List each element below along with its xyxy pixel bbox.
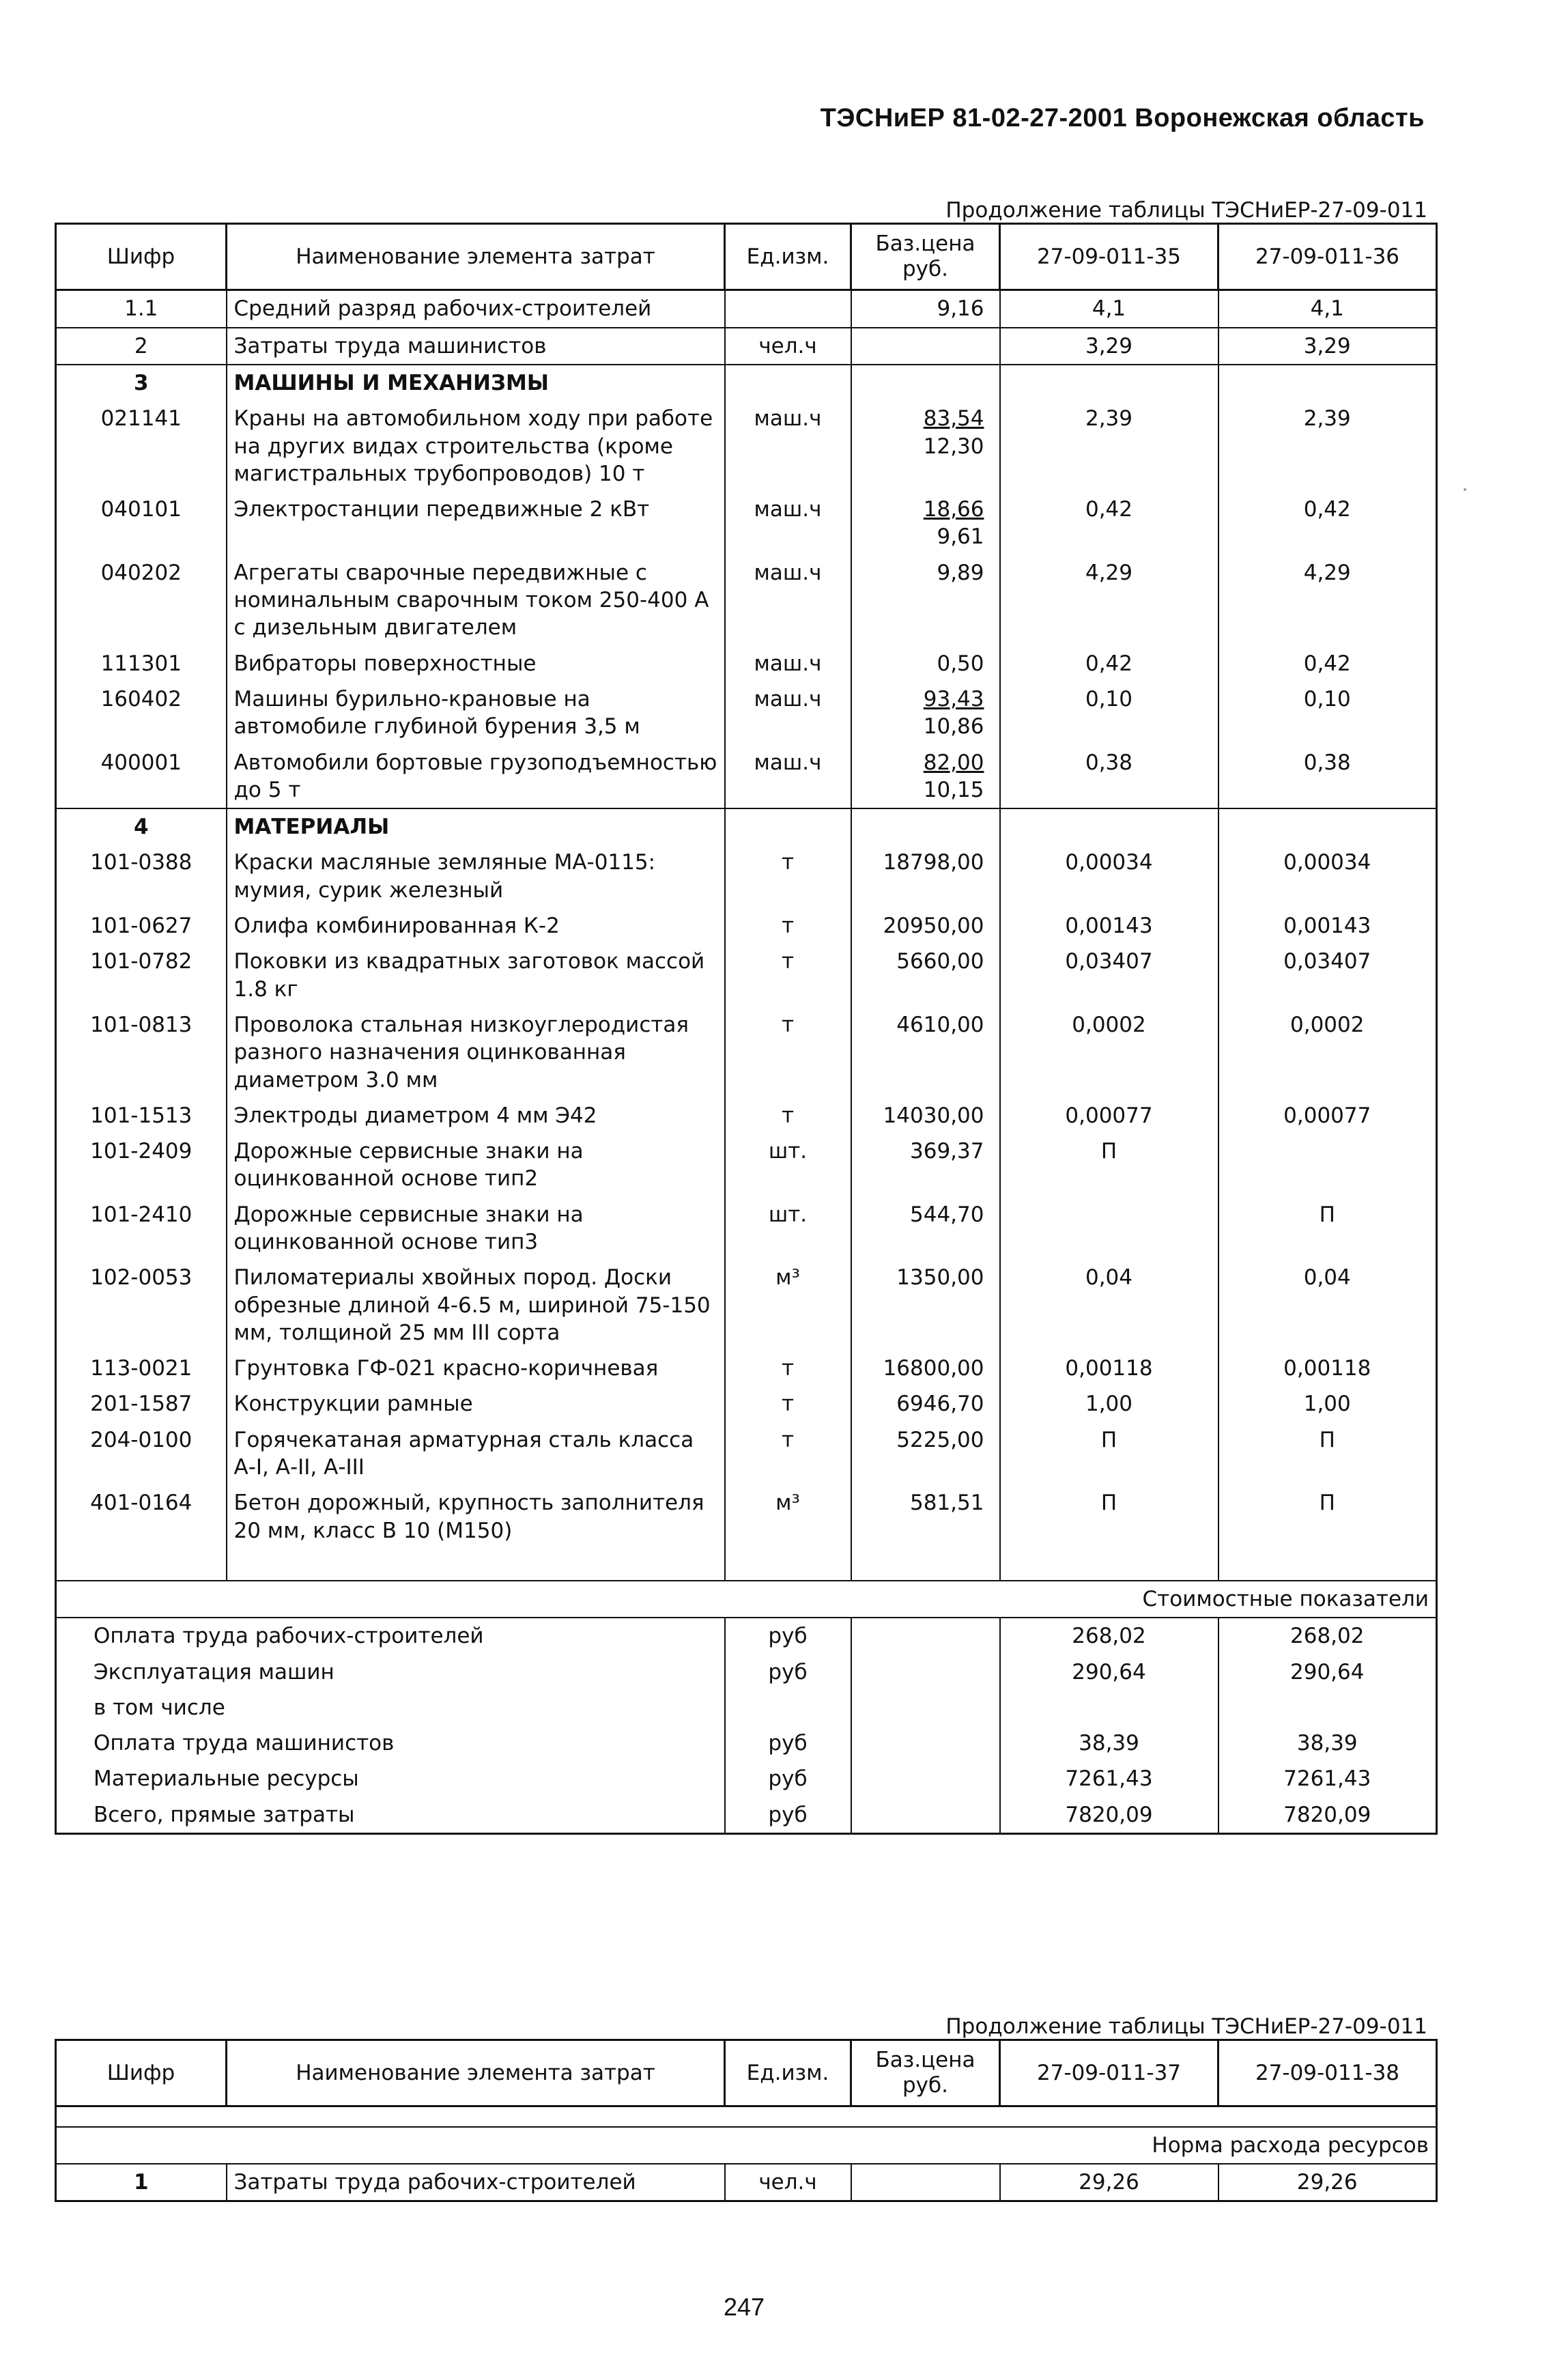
row-value-35: 0,38 [1000, 745, 1218, 809]
summary-value-35 [1000, 1690, 1218, 1725]
row-value-36: 0,00034 [1218, 845, 1437, 908]
scan-speck [1464, 488, 1466, 491]
table-row [56, 681, 1437, 745]
col-header-name: Наименование элемента затрат [227, 224, 725, 290]
row-price: 18798,00 [851, 845, 1000, 908]
row-code: 040202 [56, 555, 227, 646]
section-row [56, 365, 1437, 401]
row-name: Вибраторы поверхностные [227, 646, 725, 681]
row-code: 1.1 [56, 290, 227, 328]
row-unit: маш.ч [725, 681, 851, 745]
summary-unit [725, 1690, 851, 1725]
row-price-labor: 12,30 [923, 434, 984, 459]
row-value-36: 0,03407 [1218, 944, 1437, 1007]
table-row [56, 1351, 1437, 1386]
row-name: Грунтовка ГФ-021 красно-коричневая [227, 1351, 725, 1386]
summary-label: Всего, прямые затраты [56, 1797, 725, 1834]
row-value-36: 4,29 [1218, 555, 1437, 646]
row-price-cell [851, 681, 1000, 745]
row-price-labor: 10,15 [923, 777, 984, 802]
table-row [56, 1007, 1437, 1098]
cost-heading: Стоимостные показатели [56, 1581, 1437, 1618]
row-value-36: 0,38 [1218, 745, 1437, 809]
table-row [56, 745, 1437, 809]
resource-table-1 [55, 223, 1438, 1835]
row-code: 101-2409 [56, 1133, 227, 1197]
row-value-35: 0,00077 [1000, 1098, 1218, 1133]
col-header-unit: Ед.изм. [725, 2040, 851, 2106]
row-price [851, 2164, 1000, 2201]
row-price: 16800,00 [851, 1351, 1000, 1386]
row-value-35: 4,1 [1000, 290, 1218, 328]
row-value-36: 0,00077 [1218, 1098, 1437, 1133]
row-name: Дорожные сервисные знаки на оцинкованной основе тип3 [227, 1197, 725, 1260]
summary-value-36 [1218, 1690, 1437, 1725]
summary-row [56, 1797, 1437, 1834]
row-value-36: 0,00143 [1218, 908, 1437, 944]
row-code: 2 [56, 328, 227, 365]
summary-unit: руб [725, 1654, 851, 1690]
row-value-35: 0,42 [1000, 646, 1218, 681]
row-code: 113-0021 [56, 1351, 227, 1386]
summary-row [56, 1690, 1437, 1725]
summary-label: в том числе [56, 1690, 725, 1725]
table-row [56, 2164, 1437, 2201]
row-unit [725, 290, 851, 328]
table-row [56, 646, 1437, 681]
row-value-35: П [1000, 1422, 1218, 1486]
table-row [56, 845, 1437, 908]
row-name: Затраты труда рабочих-строителей [227, 2164, 725, 2201]
row-price-cell [851, 745, 1000, 809]
row-value-38: 29,26 [1218, 2164, 1437, 2201]
row-value-35: П [1000, 1485, 1218, 1549]
row-value-36 [1218, 1133, 1437, 1197]
row-unit: м³ [725, 1485, 851, 1549]
row-name: Электроды диаметром 4 мм Э42 [227, 1098, 725, 1133]
row-name: Электростанции передвижные 2 кВт [227, 492, 725, 555]
row-value-35: 0,04 [1000, 1260, 1218, 1351]
spacer-row [56, 1549, 1437, 1581]
row-price: 1350,00 [851, 1260, 1000, 1351]
row-unit: маш.ч [725, 401, 851, 492]
row-name: Краны на автомобильном ходу при работе на других видах строительства (кроме магистральных трубопроводов) 10 т [227, 401, 725, 492]
row-name: Конструкции рамные [227, 1386, 725, 1422]
row-code: 201-1587 [56, 1386, 227, 1422]
row-code: 101-0388 [56, 845, 227, 908]
row-unit: чел.ч [725, 328, 851, 365]
table-row [56, 1485, 1437, 1549]
table2-spacer-row [56, 2106, 1437, 2127]
row-name: Горячекатаная арматурная сталь класса А-I, А-II, А-III [227, 1422, 725, 1486]
row-value-35: 0,42 [1000, 492, 1218, 555]
row-unit: т [725, 1386, 851, 1422]
row-code: 021141 [56, 401, 227, 492]
row-name: Краски масляные земляные МА-0115: мумия, сурик железный [227, 845, 725, 908]
row-price: 5225,00 [851, 1422, 1000, 1486]
col-header-norm-35: 27-09-011-35 [1000, 224, 1218, 290]
row-value-37: 29,26 [1000, 2164, 1218, 2201]
row-code: 101-0782 [56, 944, 227, 1007]
summary-row [56, 1761, 1437, 1796]
summary-value-36: 7820,09 [1218, 1797, 1437, 1834]
col-header-norm-36: 27-09-011-36 [1218, 224, 1437, 290]
table2-header-row [56, 2040, 1437, 2106]
row-unit: т [725, 845, 851, 908]
row-value-36: 3,29 [1218, 328, 1437, 365]
row-price-labor: 9,61 [937, 524, 984, 550]
row-name: Поковки из квадратных заготовок массой 1.8 кг [227, 944, 725, 1007]
row-price [851, 328, 1000, 365]
section-code: 4 [56, 808, 227, 845]
row-price-cell [851, 492, 1000, 555]
summary-label: Материальные ресурсы [56, 1761, 725, 1796]
row-value-35: 4,29 [1000, 555, 1218, 646]
row-code: 400001 [56, 745, 227, 809]
row-price: 544,70 [851, 1197, 1000, 1260]
summary-unit: руб [725, 1761, 851, 1796]
row-value-35: 3,29 [1000, 328, 1218, 365]
section-code: 3 [56, 365, 227, 401]
row-name: Машины бурильно-крановые на автомобиле глубиной бурения 3,5 м [227, 681, 725, 745]
row-value-35 [1000, 1197, 1218, 1260]
summary-value-35: 290,64 [1000, 1654, 1218, 1690]
row-price: 4610,00 [851, 1007, 1000, 1098]
row-unit: т [725, 1098, 851, 1133]
summary-row [56, 1618, 1437, 1654]
row-name: Бетон дорожный, крупность заполнителя 20 мм, класс В 10 (М150) [227, 1485, 725, 1549]
table1-caption: Продолжение таблицы ТЭСНиЕР-27-09-011 [945, 198, 1427, 223]
row-value-35: 0,00118 [1000, 1351, 1218, 1386]
row-value-35: 2,39 [1000, 401, 1218, 492]
row-unit: т [725, 1422, 851, 1486]
row-code: 111301 [56, 646, 227, 681]
row-value-35: 0,10 [1000, 681, 1218, 745]
row-value-36: 4,1 [1218, 290, 1437, 328]
col-header-price: Баз.цена руб. [851, 224, 1000, 290]
row-name: Дорожные сервисные знаки на оцинкованной основе тип2 [227, 1133, 725, 1197]
row-price: 82,00 [923, 750, 984, 775]
table-row [56, 492, 1437, 555]
row-unit: маш.ч [725, 555, 851, 646]
row-value-36: 0,0002 [1218, 1007, 1437, 1098]
row-code: 1 [56, 2164, 227, 2201]
row-price: 14030,00 [851, 1098, 1000, 1133]
resource-table-2 [55, 2039, 1438, 2202]
table-row [56, 1133, 1437, 1197]
row-unit: маш.ч [725, 745, 851, 809]
row-name: Пиломатериалы хвойных пород. Доски обрезные длиной 4-6.5 м, шириной 75-150 мм, толщиной 25 мм III сорта [227, 1260, 725, 1351]
row-price: 20950,00 [851, 908, 1000, 944]
row-value-36: 0,10 [1218, 681, 1437, 745]
row-price-labor: 10,86 [923, 714, 984, 739]
row-value-35: 1,00 [1000, 1386, 1218, 1422]
row-value-36: 0,00118 [1218, 1351, 1437, 1386]
row-price: 18,66 [923, 497, 984, 522]
row-name: Проволока стальная низкоуглеродистая разного назначения оцинкованная диаметром 3.0 мм [227, 1007, 725, 1098]
summary-label: Оплата труда машинистов [56, 1725, 725, 1761]
row-value-36: 2,39 [1218, 401, 1437, 492]
row-value-35: 0,03407 [1000, 944, 1218, 1007]
page-number: 247 [724, 2293, 765, 2321]
row-price: 5660,00 [851, 944, 1000, 1007]
table-row [56, 1098, 1437, 1133]
row-unit: маш.ч [725, 492, 851, 555]
row-price: 9,16 [851, 290, 1000, 328]
row-unit: м³ [725, 1260, 851, 1351]
summary-value-36: 38,39 [1218, 1725, 1437, 1761]
row-name: Автомобили бортовые грузоподъемностью до 5 т [227, 745, 725, 809]
row-name: Олифа комбинированная К-2 [227, 908, 725, 944]
page-header-title: ТЭСНиЕР 81-02-27-2001 Воронежская область [820, 104, 1425, 132]
summary-unit: руб [725, 1618, 851, 1654]
row-price: 0,50 [851, 646, 1000, 681]
table-row [56, 401, 1437, 492]
row-price: 93,43 [923, 686, 984, 711]
summary-value-35: 7261,43 [1000, 1761, 1218, 1796]
col-header-unit: Ед.изм. [725, 224, 851, 290]
row-code: 101-0813 [56, 1007, 227, 1098]
row-price: 6946,70 [851, 1386, 1000, 1422]
section-row [56, 808, 1437, 845]
col-header-norm-37: 27-09-011-37 [1000, 2040, 1218, 2106]
row-unit: т [725, 908, 851, 944]
row-code: 401-0164 [56, 1485, 227, 1549]
row-unit: т [725, 944, 851, 1007]
section-title: МАТЕРИАЛЫ [227, 808, 725, 845]
summary-value-35: 38,39 [1000, 1725, 1218, 1761]
row-code: 101-1513 [56, 1098, 227, 1133]
row-value-36: П [1218, 1485, 1437, 1549]
row-name: Затраты труда машинистов [227, 328, 725, 365]
row-unit: маш.ч [725, 646, 851, 681]
table-row [56, 944, 1437, 1007]
row-price-cell [851, 401, 1000, 492]
col-header-norm-38: 27-09-011-38 [1218, 2040, 1437, 2106]
col-header-name: Наименование элемента затрат [227, 2040, 725, 2106]
row-code: 101-2410 [56, 1197, 227, 1260]
row-price: 369,37 [851, 1133, 1000, 1197]
row-name: Агрегаты сварочные передвижные с номинальным сварочным током 250-400 А с дизельным двигателем [227, 555, 725, 646]
summary-value-35: 268,02 [1000, 1618, 1218, 1654]
row-value-36: 1,00 [1218, 1386, 1437, 1422]
table-row [56, 328, 1437, 365]
row-value-35: 0,00143 [1000, 908, 1218, 944]
row-price: 9,89 [851, 555, 1000, 646]
row-value-35: 0,0002 [1000, 1007, 1218, 1098]
row-price: 581,51 [851, 1485, 1000, 1549]
row-value-36: П [1218, 1197, 1437, 1260]
row-code: 204-0100 [56, 1422, 227, 1486]
col-header-code: Шифр [56, 2040, 227, 2106]
row-unit: шт. [725, 1197, 851, 1260]
row-value-36: 0,04 [1218, 1260, 1437, 1351]
col-header-code: Шифр [56, 224, 227, 290]
table-row [56, 555, 1437, 646]
row-unit: т [725, 1351, 851, 1386]
cost-heading-row [56, 1581, 1437, 1618]
row-code: 160402 [56, 681, 227, 745]
row-price: 83,54 [923, 406, 984, 432]
row-unit: т [725, 1007, 851, 1098]
table-row [56, 908, 1437, 944]
row-value-36: 0,42 [1218, 646, 1437, 681]
summary-unit: руб [725, 1725, 851, 1761]
section-title: МАШИНЫ И МЕХАНИЗМЫ [227, 365, 725, 401]
summary-value-36: 268,02 [1218, 1618, 1437, 1654]
row-code: 101-0627 [56, 908, 227, 944]
summary-value-35: 7820,09 [1000, 1797, 1218, 1834]
row-value-35: 0,00034 [1000, 845, 1218, 908]
table1-header-row [56, 224, 1437, 290]
row-code: 040101 [56, 492, 227, 555]
summary-value-36: 290,64 [1218, 1654, 1437, 1690]
row-value-36: 0,42 [1218, 492, 1437, 555]
row-unit: чел.ч [725, 2164, 851, 2201]
row-name: Средний разряд рабочих-строителей [227, 290, 725, 328]
col-header-price: Баз.цена руб. [851, 2040, 1000, 2106]
row-unit: шт. [725, 1133, 851, 1197]
table-row [56, 290, 1437, 328]
table2-caption: Продолжение таблицы ТЭСНиЕР-27-09-011 [945, 2014, 1427, 2039]
row-code: 102-0053 [56, 1260, 227, 1351]
summary-row [56, 1654, 1437, 1690]
row-value-35: П [1000, 1133, 1218, 1197]
norm-heading-row [56, 2127, 1437, 2164]
table-row [56, 1386, 1437, 1422]
table-row [56, 1422, 1437, 1486]
norm-heading: Норма расхода ресурсов [56, 2127, 1437, 2164]
summary-label: Оплата труда рабочих-строителей [56, 1618, 725, 1654]
summary-unit: руб [725, 1797, 851, 1834]
table-row [56, 1260, 1437, 1351]
summary-row [56, 1725, 1437, 1761]
summary-label: Эксплуатация машин [56, 1654, 725, 1690]
table-row [56, 1197, 1437, 1260]
summary-value-36: 7261,43 [1218, 1761, 1437, 1796]
row-value-36: П [1218, 1422, 1437, 1486]
